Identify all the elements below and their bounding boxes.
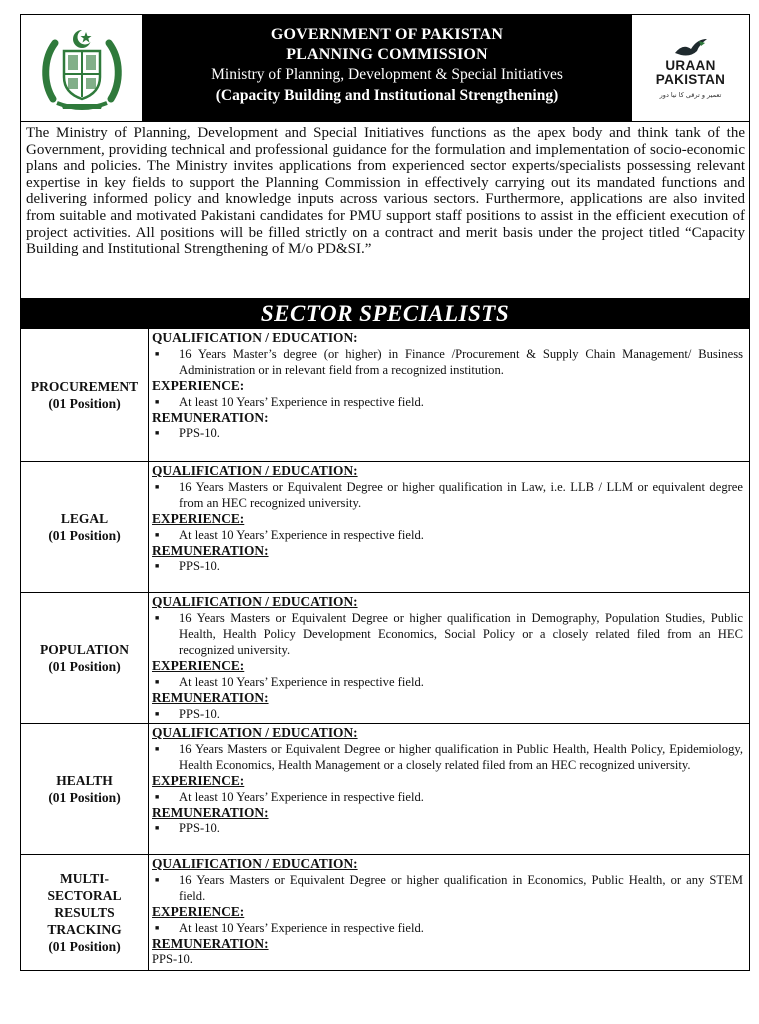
qualification-label: QUALIFICATION / EDUCATION: [152, 594, 358, 609]
qualification-text: 16 Years Masters or Equivalent Degree or higher qualification in Economics, Public Health, or any STEM field. [179, 872, 743, 903]
position-details [149, 462, 750, 593]
bullet-icon: ■ [155, 677, 160, 686]
list-item [152, 394, 743, 410]
position-title: LEGAL [60, 511, 109, 526]
ministry-title: Ministry of Planning, Development & Special Initiatives [211, 66, 563, 83]
position-details [149, 855, 750, 971]
list-item [152, 706, 743, 722]
remuneration-text: PPS-10. [179, 706, 220, 721]
header-title-block [143, 15, 631, 121]
bullet-icon: ■ [155, 744, 160, 753]
position-title-line: RESULTS [54, 905, 115, 920]
intro-paragraph: The Ministry of Planning, Development and Special Initiatives functions as the apex body and think tank of the Government, providing technical and professional guidance for the formulation and implementation of socio-economic plans and policies. The Ministry invites applications from experienced sector experts/specialists possessing relevant expertise in key fields to support the Planning Commission in effectively carrying out its mandated functions and delivering informed policy and knowledge inputs across various sectors. Furthermore, applications are also invited from suitable and motivated Pakistani candidates for PMU support staff positions to assist in the efficient execution of project activities. All positions will be filled strictly on a contract and merit basis under the project titled “Capacity Building and Institutional Strengthening of M/o PD&SI.” [20, 122, 750, 298]
experience-text: At least 10 Years’ Experience in respective field. [179, 789, 424, 804]
qualification-text: 16 Years Master’s degree (or higher) in Finance /Procurement & Supply Chain Management/ Business Administration or in relevant field from a recognized institution. [179, 346, 743, 377]
experience-label: EXPERIENCE: [152, 904, 245, 920]
experience-label: EXPERIENCE: [152, 773, 245, 789]
qualification-label: QUALIFICATION / EDUCATION: [152, 463, 358, 478]
commission-title: PLANNING COMMISSION [286, 46, 488, 63]
experience-text: At least 10 Years’ Experience in respective field. [179, 674, 424, 689]
remuneration-text: PPS-10. [179, 426, 220, 441]
position-details [149, 724, 750, 855]
table-row [21, 462, 750, 593]
qualification-text: 16 Years Masters or Equivalent Degree or higher qualification in Demography, Population Studies, Public Health, Health Policy Development Economics, Social Policy or a closely related filed from an HEC recognized university. [179, 610, 743, 658]
bullet-icon: ■ [155, 562, 160, 571]
positions-table [20, 328, 750, 971]
list-item [152, 558, 743, 574]
section-title: SECTOR SPECIALISTS [20, 298, 750, 328]
list-item [152, 741, 743, 774]
bullet-icon: ■ [155, 397, 160, 406]
position-cell [21, 593, 149, 724]
list-item [152, 527, 743, 543]
list-item [152, 610, 743, 659]
position-cell [21, 329, 149, 462]
list-item [152, 425, 743, 441]
position-details [149, 593, 750, 724]
remuneration-text: PPS-10. [179, 559, 220, 574]
remuneration-text: PPS-10. [179, 821, 220, 836]
experience-label: EXPERIENCE: [152, 511, 245, 527]
position-details [149, 329, 750, 462]
position-title-line: TRACKING [47, 922, 122, 937]
list-item [152, 872, 743, 905]
remuneration-text: PPS-10. [152, 952, 193, 967]
bullet-icon: ■ [155, 349, 160, 358]
uraan-pakistan-logo [631, 15, 749, 121]
qualification-label: QUALIFICATION / EDUCATION: [152, 856, 358, 871]
position-cell [21, 855, 149, 971]
position-cell [21, 462, 149, 593]
position-count: (01 Position) [48, 659, 121, 674]
table-row [21, 593, 750, 724]
bullet-icon: ■ [155, 709, 160, 718]
remuneration-label: REMUNERATION: [152, 935, 269, 951]
uraan-word: URAAN [665, 58, 716, 73]
list-item [152, 346, 743, 379]
table-row [21, 724, 750, 855]
bullet-icon: ■ [155, 923, 160, 932]
list-item [152, 479, 743, 512]
experience-text: At least 10 Years’ Experience in respective field. [179, 527, 424, 542]
uraan-bird-icon [673, 37, 709, 59]
table-row [21, 329, 750, 462]
list-item [152, 820, 743, 836]
qualification-label: QUALIFICATION / EDUCATION: [152, 725, 358, 740]
bullet-icon: ■ [155, 429, 160, 438]
pakistan-emblem-icon [21, 15, 143, 121]
pakistan-word: PAKISTAN [655, 72, 726, 87]
experience-label: EXPERIENCE: [152, 658, 245, 674]
position-count: (01 Position) [48, 528, 121, 543]
bullet-icon: ■ [155, 530, 160, 539]
list-item [152, 674, 743, 690]
experience-text: At least 10 Years’ Experience in respective field. [179, 394, 424, 409]
position-cell [21, 724, 149, 855]
position-title: HEALTH [56, 773, 113, 788]
bullet-icon: ■ [155, 875, 160, 884]
position-title: PROCUREMENT [30, 379, 139, 394]
remuneration-label: REMUNERATION: [152, 804, 269, 820]
uraan-tagline: ﺗﻌﻤﯿﺮ ﻭ ﺗﺮﻗﯽ ﮐﺎ ﻧﯿﺎ ﺩﻭﺭ [659, 91, 722, 99]
qualification-text: 16 Years Masters or Equivalent Degree or higher qualification in Law, i.e. LLB / LLM or equivalent degree from an HEC recognized university. [179, 479, 743, 510]
government-title: GOVERNMENT OF PAKISTAN [270, 26, 504, 43]
bullet-icon: ■ [155, 613, 160, 622]
bullet-icon: ■ [155, 824, 160, 833]
qualification-text: 16 Years Masters or Equivalent Degree or higher qualification in Public Health, Health Policy, Epidemiology, Health Economics, Health Management or a closely related filed from an HEC recognized university. [179, 741, 743, 772]
remuneration-label: REMUNERATION: [152, 409, 269, 425]
position-count: (01 Position) [48, 396, 121, 411]
list-item [152, 920, 743, 936]
bullet-icon: ■ [155, 792, 160, 801]
qualification-label: QUALIFICATION / EDUCATION: [152, 330, 358, 345]
header [20, 14, 750, 122]
remuneration-label: REMUNERATION: [152, 542, 269, 558]
position-title-line: MULTI- [59, 871, 109, 886]
table-row [21, 855, 750, 971]
position-title-line: SECTORAL [47, 888, 122, 903]
position-title: POPULATION [39, 642, 129, 657]
list-item [152, 789, 743, 805]
experience-label: EXPERIENCE: [152, 378, 245, 394]
project-title: (Capacity Building and Institutional Strengthening) [215, 87, 559, 104]
bullet-icon: ■ [155, 482, 160, 491]
position-count: (01 Position) [48, 939, 121, 954]
position-count: (01 Position) [48, 790, 121, 805]
job-advertisement [20, 14, 750, 971]
remuneration-label: REMUNERATION: [152, 690, 269, 706]
experience-text: At least 10 Years’ Experience in respective field. [179, 920, 424, 935]
